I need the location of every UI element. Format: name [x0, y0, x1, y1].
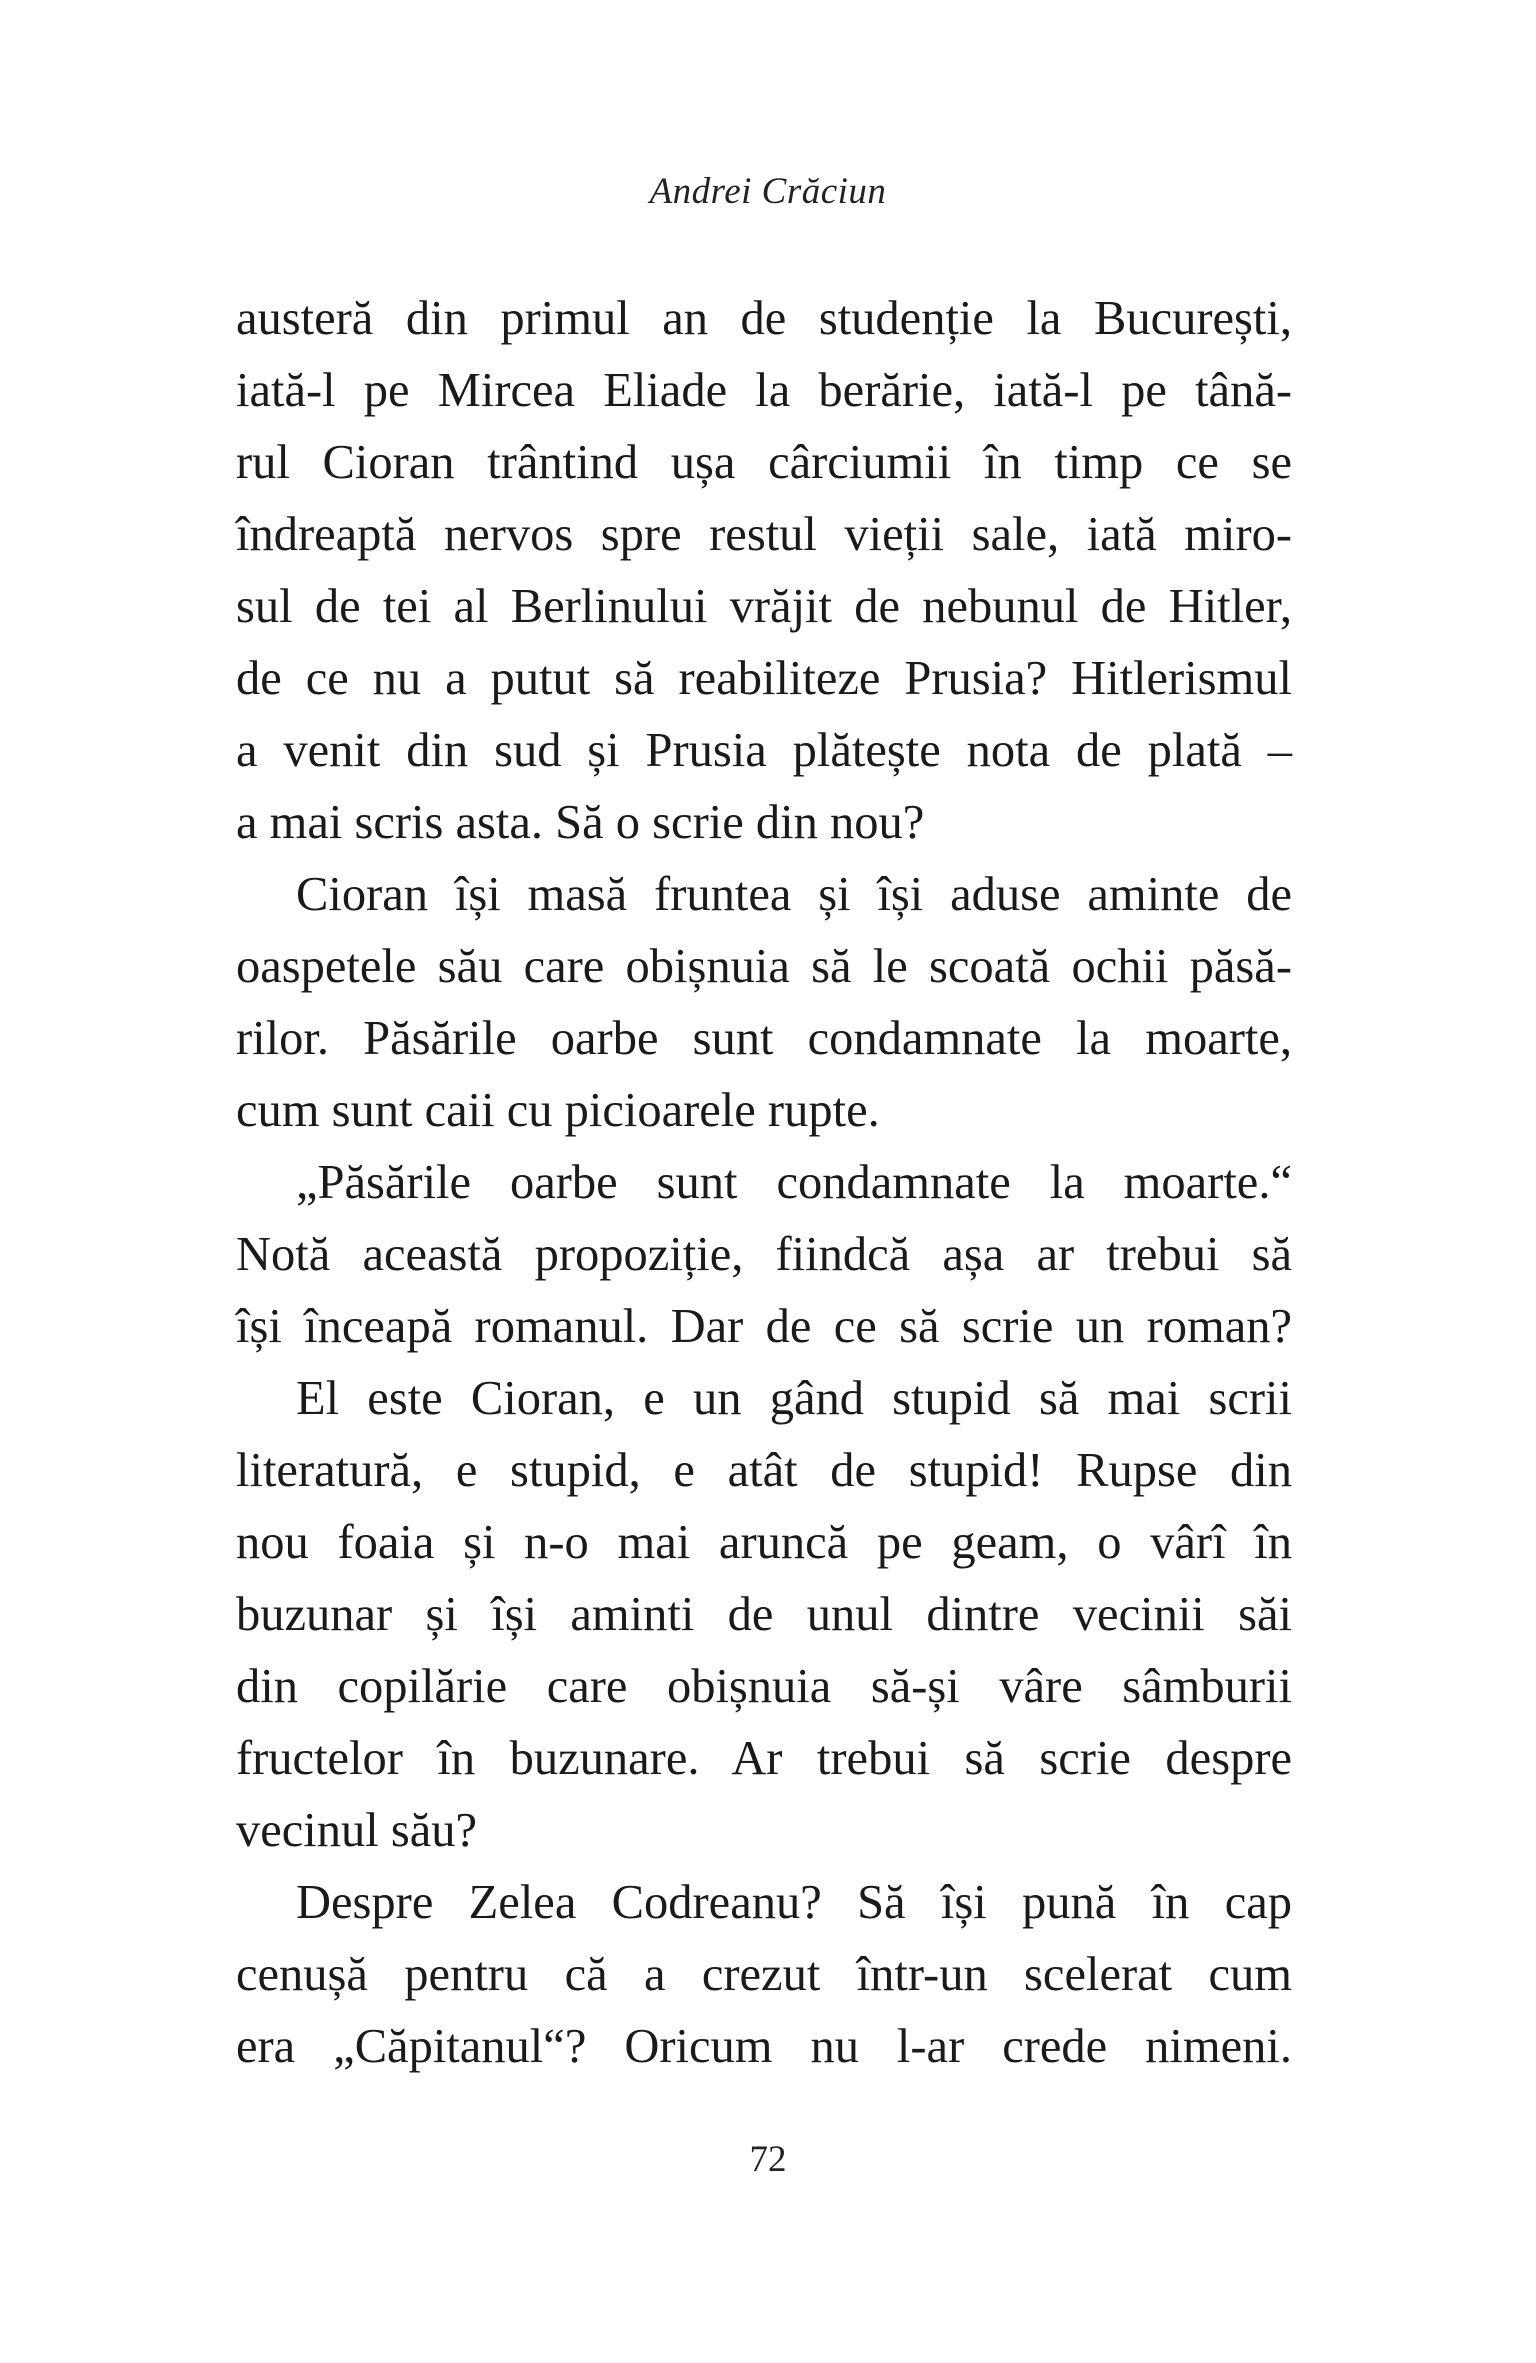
text-line: Cioran își masă fruntea și își aduse aminte de [296, 868, 1292, 921]
text-line: de ce nu a putut să reabiliteze Prusia? Hitlerismul [236, 652, 1292, 705]
text-line: cenușă pentru că a crezut într-un scelerat cum [236, 1948, 1292, 2001]
text-line: oaspetele său care obișnuia să le scoată ochii păsă- [236, 940, 1292, 993]
text-line: a mai scris asta. Să o scrie din nou? [236, 796, 925, 849]
text-line: îndreaptă nervos spre restul vieții sale, iată miro- [236, 508, 1292, 561]
text-line: austeră din primul an de studenție la București, [236, 292, 1292, 345]
page-number: 72 [749, 2139, 787, 2180]
text-line: buzunar și își aminti de unul dintre vecinii săi [236, 1588, 1292, 1641]
text-line: își înceapă romanul. Dar de ce să scrie un roman? [236, 1300, 1292, 1353]
text-line: El este Cioran, e un gând stupid să mai scrii [296, 1372, 1292, 1425]
text-line: fructelor în buzunare. Ar trebui să scrie despre [236, 1732, 1292, 1785]
text-line: „Păsările oarbe sunt condamnate la moarte.“ [296, 1156, 1292, 1209]
text-line: iată-l pe Mircea Eliade la berărie, iată-l pe tână- [236, 364, 1292, 417]
text-line: Despre Zelea Codreanu? Să își pună în cap [296, 1876, 1292, 1929]
text-line: cum sunt caii cu picioarele rupte. [236, 1084, 880, 1137]
text-line: era „Căpitanul“? Oricum nu l-ar crede nimeni. [236, 2020, 1292, 2073]
text-line: Notă această propoziție, fiindcă așa ar trebui să [236, 1228, 1292, 1281]
text-line: sul de tei al Berlinului vrăjit de nebunul de Hitler, [236, 580, 1292, 633]
text-line: nou foaia și n-o mai aruncă pe geam, o vârî în [236, 1516, 1292, 1569]
text-line: a venit din sud și Prusia plătește nota de plată – [236, 724, 1292, 777]
text-line: rul Cioran trântind ușa cârciumii în timp ce se [236, 436, 1292, 489]
text-line: vecinul său? [236, 1804, 478, 1857]
text-line: rilor. Păsările oarbe sunt condamnate la moarte, [236, 1012, 1292, 1065]
running-head: Andrei Crăciun [649, 171, 887, 212]
text-line: din copilărie care obișnuia să-și vâre sâmburii [236, 1660, 1292, 1713]
body-text [236, 283, 1292, 2083]
text-line: literatură, e stupid, e atât de stupid! Rupse din [236, 1444, 1292, 1497]
